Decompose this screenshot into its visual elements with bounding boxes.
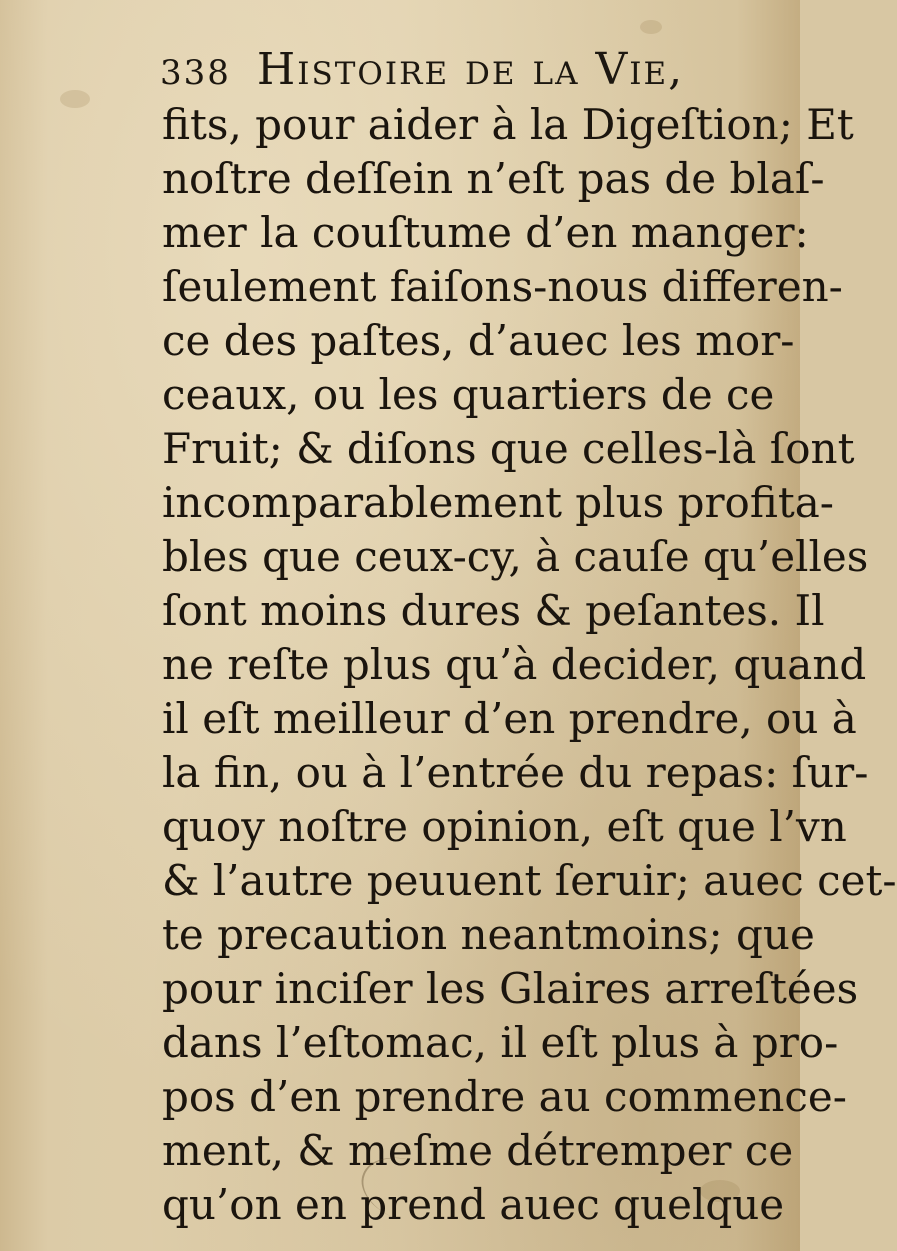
text-line: qu’on en prend auec quelque xyxy=(162,1180,785,1229)
text-line: dans l’eſtomac, il eſt plus à pro- xyxy=(162,1018,839,1067)
running-title: Histoire de la Vie, xyxy=(256,44,685,95)
text-line: te precaution neantmoins; que xyxy=(162,910,815,959)
text-line: la fin, ou à l’entrée du repas: ſur- xyxy=(162,748,869,797)
text-line: pour inciſer les Glaires arreſtées xyxy=(162,964,859,1013)
text-line: fits, pour aider à la Digeſtion; Et xyxy=(162,100,854,149)
text-line: ce des paſtes, d’auec les mor- xyxy=(162,316,795,365)
text-line: pos d’en prendre au commence- xyxy=(162,1072,847,1121)
text-line: ſont moins dures & peſantes. Il xyxy=(162,586,825,635)
paper-stain xyxy=(640,20,662,34)
running-header xyxy=(160,44,750,95)
text-line: ment, & meſme détremper ce xyxy=(162,1126,794,1175)
text-line: ſeulement faiſons-nous differen- xyxy=(162,262,843,311)
text-line: il eſt meilleur d’en prendre, ou à xyxy=(162,694,857,743)
text-line: & l’autre peuuent ſeruir; auec cet- xyxy=(162,856,897,905)
text-line: Fruit; & diſons que celles-là ſont xyxy=(162,424,855,473)
text-line: mer la couſtume d’en manger: xyxy=(162,208,809,257)
text-line: incomparablement plus profita- xyxy=(162,478,834,527)
text-line: quoy noſtre opinion, eſt que l’vn xyxy=(162,802,847,851)
text-line: bles que ceux-cy, à cauſe qu’elles xyxy=(162,532,869,581)
text-line: ceaux, ou les quartiers de ce xyxy=(162,370,775,419)
page-number: 338 xyxy=(160,53,231,93)
text-line: ne reſte plus qu’à decider, quand xyxy=(162,640,867,689)
paper-stain xyxy=(60,90,90,108)
body-text xyxy=(162,98,897,1232)
text-line: noſtre deſſein n’eſt pas de blaſ- xyxy=(162,154,825,203)
